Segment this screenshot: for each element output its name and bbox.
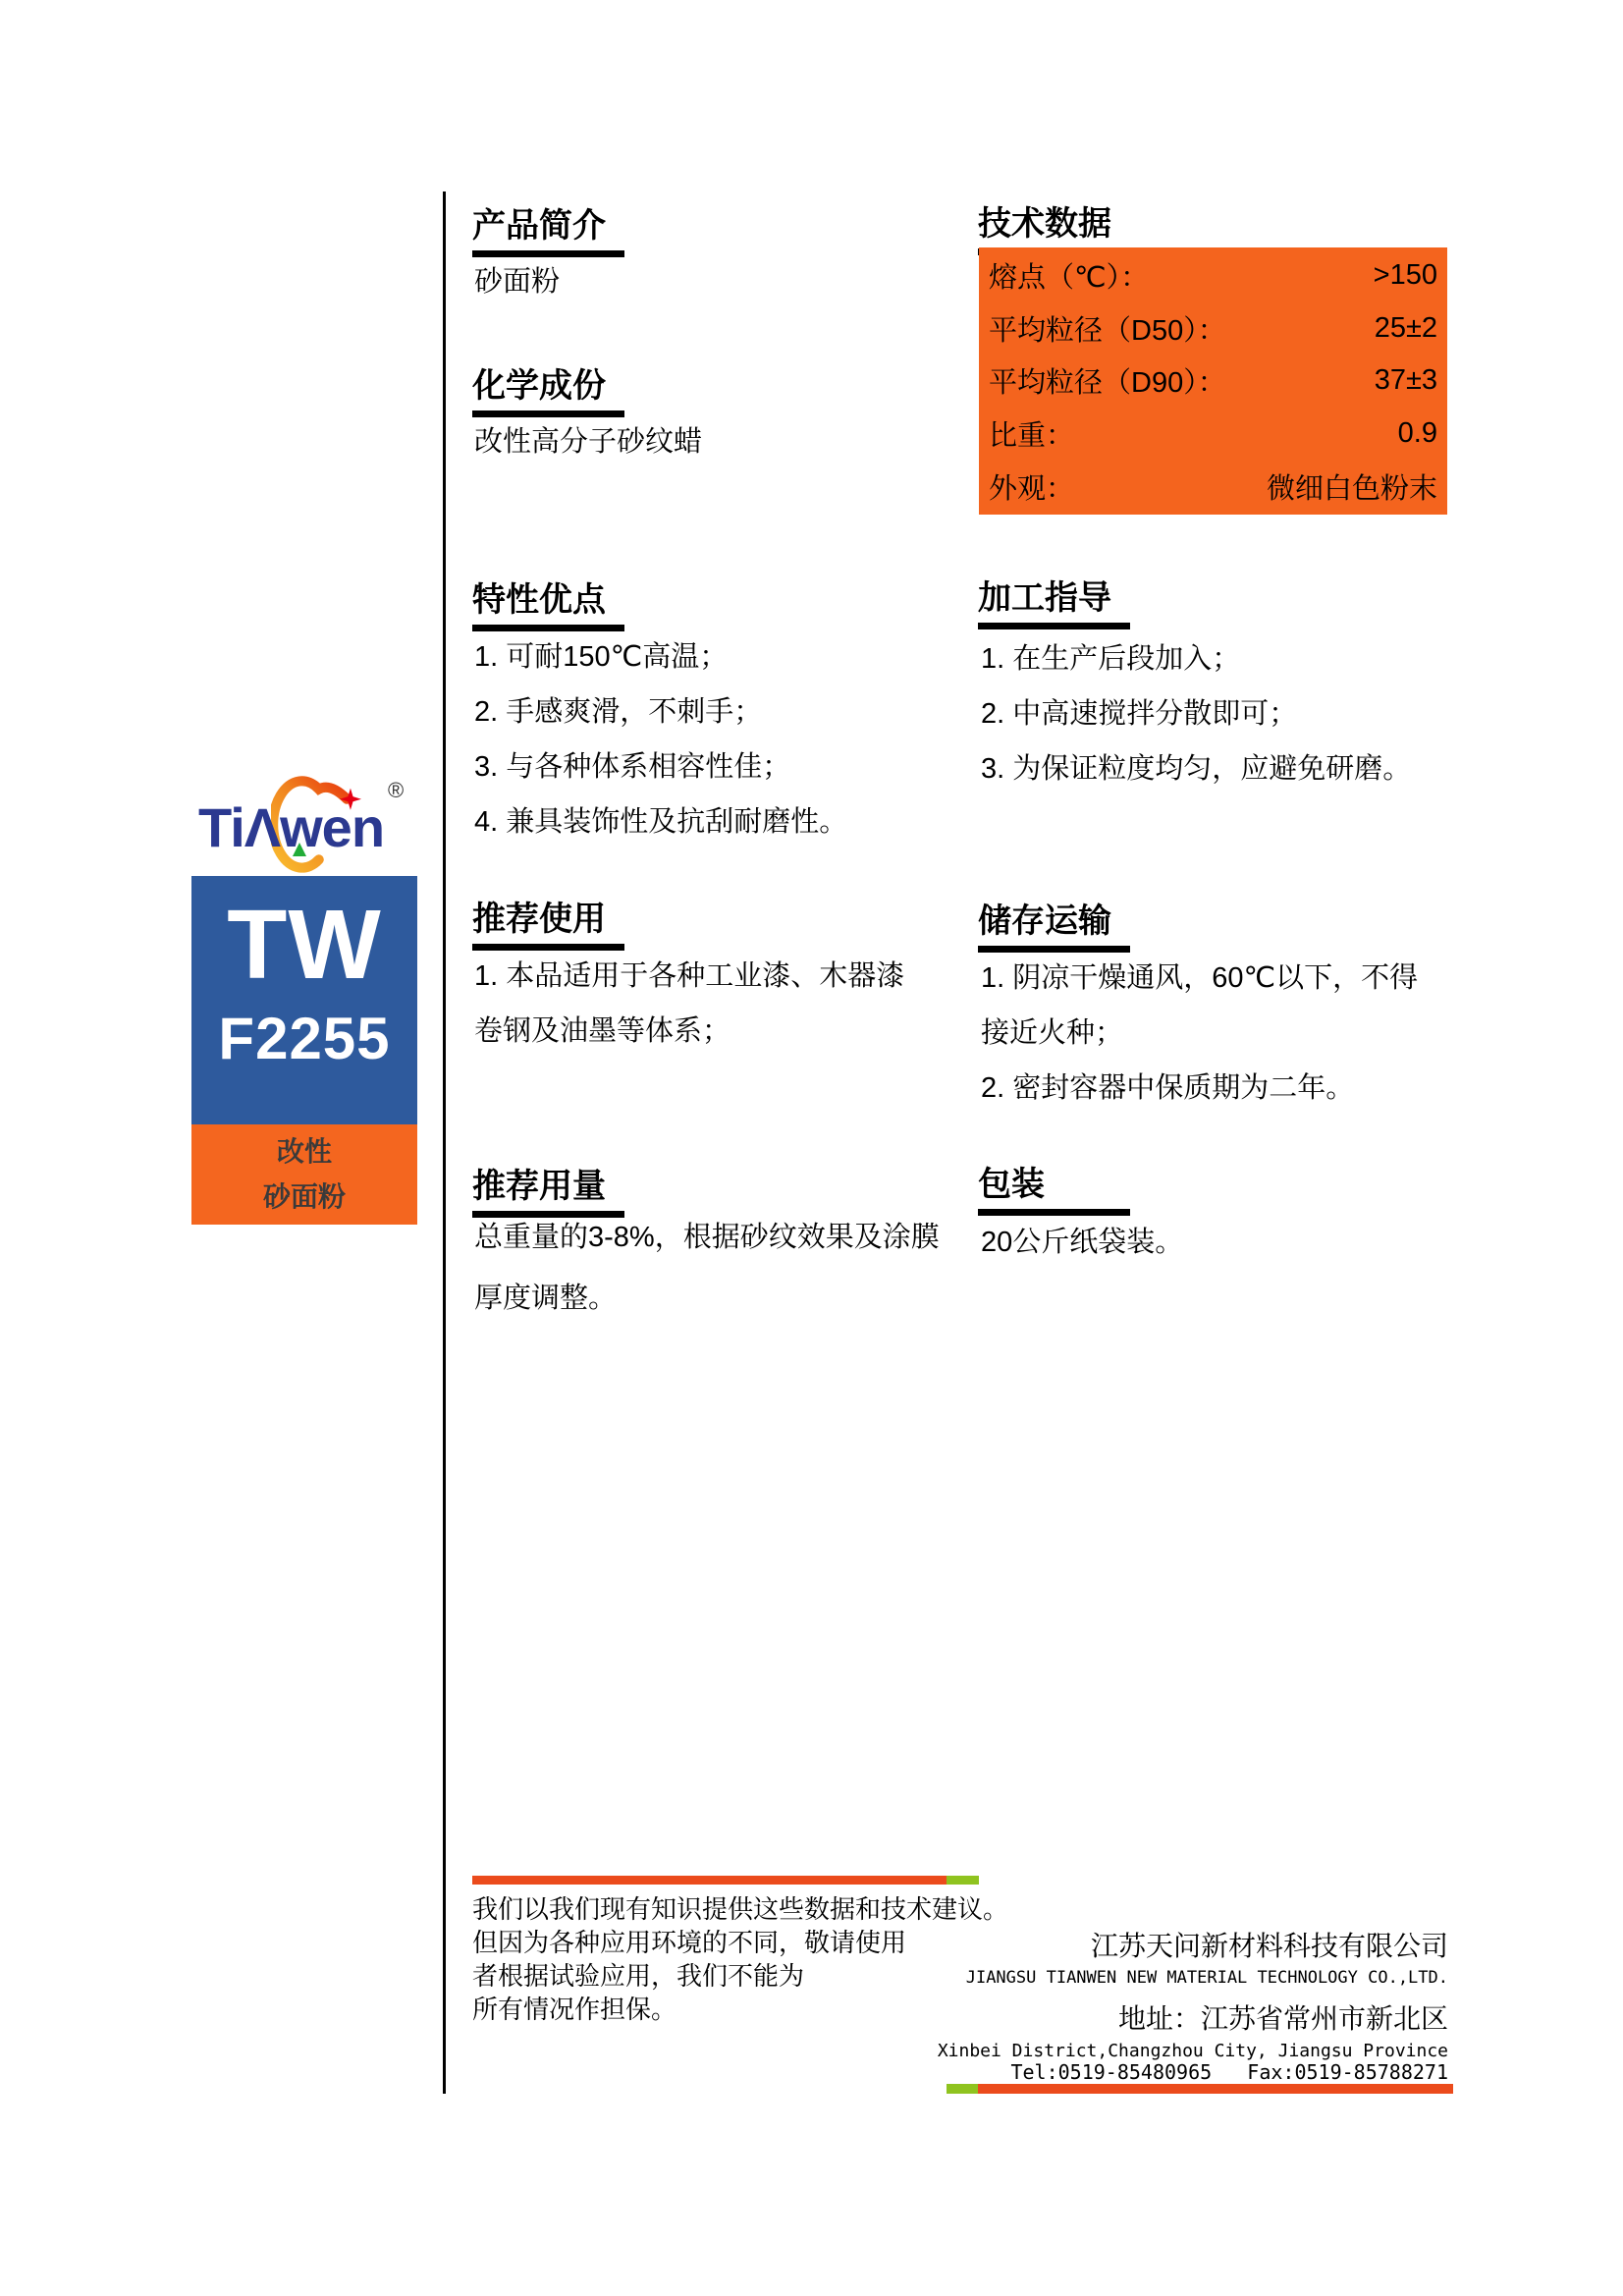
processing-guide-item: 3. 为保证粒度均匀，应避免研磨。 bbox=[981, 753, 1412, 785]
processing-guide-item: 1. 在生产后段加入； bbox=[981, 643, 1241, 675]
vertical-divider bbox=[443, 191, 446, 2094]
row-label: 平均粒径（D90）： bbox=[989, 367, 1226, 400]
feature-item: 1. 可耐150℃高温； bbox=[474, 641, 729, 673]
packaging-body: 20公斤纸袋装。 bbox=[981, 1227, 1184, 1258]
disclaimer-text bbox=[472, 1892, 1008, 2026]
feature-item: 2. 手感爽滑，不刺手； bbox=[474, 696, 763, 728]
row-label: 平均粒径（D50）： bbox=[989, 314, 1226, 347]
company-name-en: JIANGSU TIANWEN NEW MATERIAL TECHNOLOGY CO.,LTD. bbox=[965, 1968, 1448, 1988]
product-type-line2: 砂面粉 bbox=[262, 1181, 346, 1212]
storage-transport-line: 2. 密封容器中保质期为二年。 bbox=[981, 1072, 1355, 1104]
footer-top-bar bbox=[472, 1876, 979, 1885]
table-row bbox=[979, 308, 1447, 349]
row-label: 熔点（℃）： bbox=[989, 262, 1150, 295]
section-title-storage-transport: 储存运输 bbox=[978, 902, 1130, 953]
brand-right: wen bbox=[280, 796, 385, 858]
feature-item: 4. 兼具装饰性及抗刮耐磨性。 bbox=[474, 806, 848, 838]
disclaimer-line: 但因为各种应用环境的不同，敬请使用 bbox=[472, 1928, 907, 1957]
features-list bbox=[474, 629, 847, 849]
chemical-composition-body: 改性高分子砂纹蜡 bbox=[474, 426, 703, 458]
product-type-box bbox=[191, 1124, 417, 1225]
section-title-recommended-use: 推荐使用 bbox=[472, 900, 624, 951]
feature-item: 3. 与各种体系相容性佳； bbox=[474, 751, 791, 783]
row-value: 25±2 bbox=[1374, 311, 1437, 344]
table-row bbox=[979, 360, 1447, 401]
table-row bbox=[979, 466, 1447, 507]
company-address-cn: 地址：江苏省常州市新北区 bbox=[1117, 2003, 1448, 2034]
footer-bottom-bar bbox=[947, 2084, 1453, 2094]
recommended-use-list bbox=[474, 949, 904, 1059]
row-label: 比重： bbox=[989, 420, 1075, 453]
table-row bbox=[979, 413, 1447, 454]
section-title-product-intro: 产品简介 bbox=[472, 206, 624, 257]
processing-guide-list bbox=[981, 631, 1411, 796]
section-title-processing-guide: 加工指导 bbox=[978, 578, 1130, 629]
table-row bbox=[979, 255, 1447, 296]
product-code-number: F2255 bbox=[218, 1006, 391, 1071]
company-tel-fax: Tel:0519-85480965 Fax:0519-85788271 bbox=[1010, 2060, 1448, 2084]
technical-data-table bbox=[979, 247, 1447, 515]
section-title-packaging: 包装 bbox=[978, 1165, 1130, 1216]
row-value: 37±3 bbox=[1374, 364, 1437, 397]
section-title-chemical-composition: 化学成份 bbox=[472, 366, 624, 417]
row-value: >150 bbox=[1373, 259, 1437, 292]
brand-left: Ti bbox=[198, 796, 244, 858]
storage-transport-list bbox=[981, 951, 1418, 1116]
row-value: 微细白色粉末 bbox=[1266, 472, 1437, 505]
recommended-use-line: 1. 本品适用于各种工业漆、木器漆 bbox=[474, 960, 905, 992]
recommended-use-line: 卷钢及油墨等体系； bbox=[474, 1015, 731, 1047]
tianwen-logo bbox=[147, 766, 442, 894]
recommended-dosage-line: 厚度调整。 bbox=[474, 1283, 618, 1314]
disclaimer-line: 我们以我们现有知识提供这些数据和技术建议。 bbox=[472, 1894, 1009, 1924]
brand-wordmark bbox=[198, 795, 384, 859]
section-title-recommended-dosage: 推荐用量 bbox=[472, 1167, 624, 1218]
storage-transport-line: 接近火种； bbox=[981, 1017, 1124, 1049]
disclaimer-line: 所有情况作担保。 bbox=[472, 1995, 677, 2024]
disclaimer-line: 者根据试验应用，我们不能为 bbox=[472, 1961, 805, 1991]
product-type-line1: 改性 bbox=[276, 1136, 332, 1167]
company-name-cn: 江苏天问新材料科技有限公司 bbox=[1090, 1931, 1448, 1961]
section-title-features: 特性优点 bbox=[472, 580, 624, 631]
registered-mark: ® bbox=[388, 778, 405, 802]
processing-guide-item: 2. 中高速搅拌分散即可； bbox=[981, 698, 1298, 730]
company-address-en: Xinbei District,Changzhou City, Jiangsu Province bbox=[937, 2041, 1448, 2061]
storage-transport-line: 1. 阴凉干燥通风，60℃以下，不得 bbox=[981, 962, 1419, 994]
product-code-box bbox=[191, 876, 417, 1124]
row-value: 0.9 bbox=[1397, 417, 1437, 450]
triangle-icon bbox=[293, 843, 306, 856]
product-code-tw: TW bbox=[227, 890, 382, 1000]
product-intro-body: 砂面粉 bbox=[474, 266, 561, 298]
row-label: 外观： bbox=[989, 472, 1075, 505]
section-title-technical-data: 技术数据 bbox=[978, 204, 1130, 255]
recommended-dosage-line: 总重量的3-8%，根据砂纹效果及涂膜 bbox=[474, 1222, 940, 1253]
brand-mid: Λ bbox=[243, 796, 281, 858]
recommended-dosage-list bbox=[474, 1207, 940, 1329]
